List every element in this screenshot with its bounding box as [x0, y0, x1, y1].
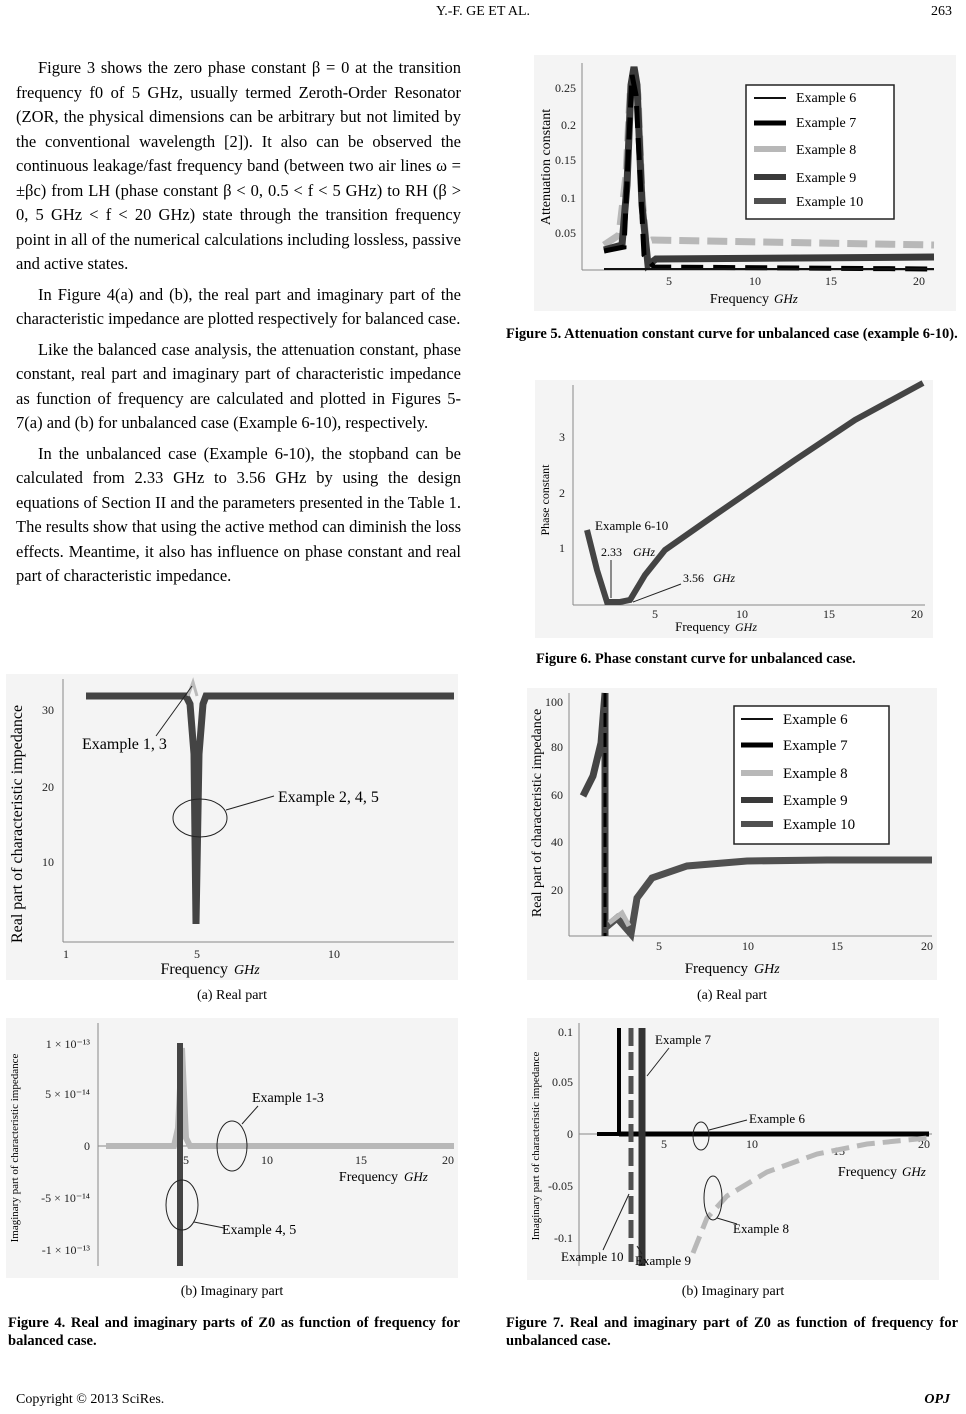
copyright-footer: Copyright © 2013 SciRes.	[16, 1392, 165, 1407]
fig7a-ytick: 40	[551, 835, 563, 849]
fig5-xtick: 5	[666, 274, 672, 288]
left-text-column	[16, 56, 461, 589]
fig4a-xtick: 1	[63, 947, 69, 961]
fig7a-ytick: 60	[551, 788, 563, 802]
fig5-legend-item: Example 10	[796, 195, 864, 210]
fig7a-ytick: 100	[545, 695, 563, 709]
fig6-xtick: 5	[652, 607, 658, 621]
fig5-ytick: 0.05	[555, 226, 576, 240]
fig4b-ytick: -1 × 10⁻¹³	[41, 1243, 90, 1257]
fig7a-legend-item: Example 6	[783, 712, 848, 728]
paragraph-1: Figure 3 shows the zero phase constant β = 0 at the transition frequency f0 of 5 GHz, usually termed Zeroth-Order Resonator (ZOR, the physical dimensions can be arbitrary but not limited by the conventional wavelength [2]). It also can be observed the continuous leakage/fast frequency band (between two air lines ω = ±βc) from LH (phase constant β < 0, 0.5 < f < 5 GHz) to RH (β > 0, 5 GHz < f < 20 GHz) state through the transition frequency point in all of the numerical calculations including lossless, passive and active states.	[16, 58, 461, 273]
fig7a-xtick: 15	[831, 939, 843, 953]
fig7b-xtick: 15	[833, 1144, 845, 1158]
figure-7a-sublabel: (a) Real part	[697, 988, 767, 1003]
fig7a-xtick: 10	[742, 939, 754, 953]
fig7b-ytick: 0.05	[552, 1075, 573, 1089]
fig5-xtick: 10	[749, 274, 761, 288]
fig6-annot-high: 3.56	[683, 571, 704, 585]
fig6-annot-low: 2.33	[601, 545, 622, 559]
fig6-annot-unit: GHz	[713, 571, 736, 585]
fig7b-xunit: GHz	[902, 1164, 926, 1179]
fig4a-ytick: 10	[42, 855, 54, 869]
fig5-legend-item: Example 8	[796, 143, 857, 158]
figure-5-caption: Figure 5. Attenuation constant curve for unbalanced case (example 6-10).	[506, 326, 958, 342]
fig7a-xunit: GHz	[754, 962, 780, 977]
fig5-ytick: 0.25	[555, 81, 576, 95]
fig5-xtick: 15	[825, 274, 837, 288]
fig7a-ytick: 20	[551, 883, 563, 897]
fig7a-ytick: 80	[551, 740, 563, 754]
fig6-annot-unit: GHz	[633, 545, 656, 559]
figure-7b-plot	[527, 1018, 939, 1280]
fig4a-annot-1: Example 1, 3	[82, 736, 167, 753]
fig7a-legend-item: Example 9	[783, 793, 848, 809]
fig7b-annot: Example 8	[733, 1221, 789, 1236]
page-number: 263	[931, 4, 952, 19]
paragraph-2: In Figure 4(a) and (b), the real part and imaginary part of the characteristic impedance are plotted respectively for balanced case.	[16, 284, 461, 328]
fig4a-ytick: 20	[42, 780, 54, 794]
fig7a-xtick: 5	[656, 939, 662, 953]
fig7b-ytick: -0.1	[554, 1231, 573, 1245]
figure-7-caption: Figure 7. Real and imaginary part of Z0 as function of frequency for unbalanced case.	[506, 1315, 958, 1349]
fig4b-annot-1: Example 1-3	[252, 1091, 324, 1106]
fig4b-xunit: GHz	[404, 1169, 428, 1184]
paragraph-3: Like the balanced case analysis, the attenuation constant, phase constant, real part and imaginary part of characteristic impedance as function of frequency are calculated and plotted in Figures 5-7(a) and (b) for unbalanced case (Example 6-10), respectively.	[16, 339, 461, 432]
fig7b-annot: Example 9	[635, 1253, 691, 1268]
fig5-xlabel: Frequency	[709, 292, 769, 307]
fig5-ytick: 0.2	[561, 118, 576, 132]
figure-4a-sublabel: (a) Real part	[197, 988, 267, 1003]
fig6-ytick: 1	[559, 541, 565, 555]
fig4b-annot-2: Example 4, 5	[222, 1223, 297, 1238]
fig4b-xtick: 10	[261, 1153, 273, 1167]
fig6-xtick: 20	[911, 607, 923, 621]
fig7b-xtick: 5	[661, 1137, 667, 1151]
fig6-xtick: 10	[736, 607, 748, 621]
fig6-ytick: 3	[559, 430, 565, 444]
fig7b-annot: Example 10	[561, 1249, 624, 1264]
running-header: Y.-F. GE ET AL.	[435, 4, 531, 19]
fig4b-xtick: 15	[355, 1153, 367, 1167]
fig7b-ytick: 0.1	[558, 1025, 573, 1039]
fig7b-annot: Example 7	[655, 1032, 711, 1047]
fig4a-xtick: 5	[194, 947, 200, 961]
fig5-ytick: 0.1	[561, 191, 576, 205]
fig7a-legend-item: Example 7	[783, 738, 848, 754]
fig7b-xtick: 20	[918, 1137, 930, 1151]
figure-7b-sublabel: (b) Imaginary part	[681, 1284, 785, 1299]
fig6-xunit: GHz	[735, 620, 758, 634]
fig7b-ytick: 0	[567, 1127, 573, 1141]
fig4a-ylabel: Real part of characteristic impedance	[9, 704, 26, 944]
fig7a-xtick: 20	[921, 939, 933, 953]
fig4b-xtick: 20	[442, 1153, 454, 1167]
fig4b-xtick: 5	[183, 1153, 189, 1167]
fig5-legend-item: Example 7	[796, 116, 857, 131]
fig4a-xtick: 10	[328, 947, 340, 961]
figure-4b-plot	[6, 1018, 458, 1278]
fig6-annot-series: Example 6-10	[595, 518, 669, 533]
journal-footer: OPJ	[924, 1392, 950, 1407]
fig5-ylabel: Attenuation constant	[539, 108, 554, 226]
fig7b-annot: Example 6	[749, 1111, 805, 1126]
fig7a-ylabel: Real part of characteristic impedance	[530, 708, 545, 918]
fig4a-annot-2: Example 2, 4, 5	[278, 789, 379, 806]
figure-6-plot	[535, 380, 933, 638]
fig7a-legend-item: Example 8	[783, 766, 848, 782]
fig4b-ytick: 5 × 10⁻¹⁴	[45, 1087, 90, 1101]
figure-7a-plot	[527, 688, 937, 980]
fig5-xunit: GHz	[774, 291, 798, 306]
fig4b-xlabel: Frequency	[338, 1170, 398, 1185]
fig5-ytick: 0.15	[555, 153, 576, 167]
paragraph-4: In the unbalanced case (Example 6-10), the stopband can be calculated from 2.33 GHz to 3.56 GHz by using the design equations of Section II and the parameters presented in the Table 1. The results show that using the active method can diminish the loss effects. Meantime, it also has influence on phase constant and real part of characteristic impedance.	[16, 443, 461, 585]
figure-4a-plot	[6, 674, 458, 980]
fig7b-xlabel: Frequency	[837, 1165, 897, 1180]
fig7b-ylabel: Imaginary part of characteristic impedance	[530, 1051, 542, 1241]
fig4a-xunit: GHz	[234, 963, 260, 978]
fig4b-ytick: -5 × 10⁻¹⁴	[41, 1191, 90, 1205]
fig4a-xlabel: Frequency	[160, 961, 228, 978]
fig7b-ytick: -0.05	[548, 1179, 573, 1193]
fig4b-ylabel: Imaginary part of characteristic impedance	[9, 1053, 21, 1243]
fig6-xlabel: Frequency	[675, 619, 730, 634]
fig6-ytick: 2	[559, 486, 565, 500]
fig7b-xtick: 10	[746, 1137, 758, 1151]
figure-4b-sublabel: (b) Imaginary part	[180, 1284, 284, 1299]
fig6-xtick: 15	[823, 607, 835, 621]
fig4b-ytick: 1 × 10⁻¹³	[45, 1037, 90, 1051]
fig7a-legend-item: Example 10	[783, 817, 856, 833]
fig4b-ytick: 0	[84, 1139, 90, 1153]
fig5-legend-item: Example 6	[796, 91, 857, 106]
figure-4-caption: Figure 4. Real and imaginary parts of Z0 as function of frequency for balanced case.	[8, 1315, 460, 1349]
fig5-xtick: 20	[913, 274, 925, 288]
figure-5-plot	[534, 55, 956, 311]
fig7a-xlabel: Frequency	[684, 961, 748, 977]
fig6-ylabel: Phase constant	[538, 464, 552, 536]
fig4a-ytick: 30	[42, 703, 54, 717]
figure-6-caption: Figure 6. Phase constant curve for unbalanced case.	[536, 651, 856, 667]
fig5-legend-item: Example 9	[796, 171, 857, 186]
